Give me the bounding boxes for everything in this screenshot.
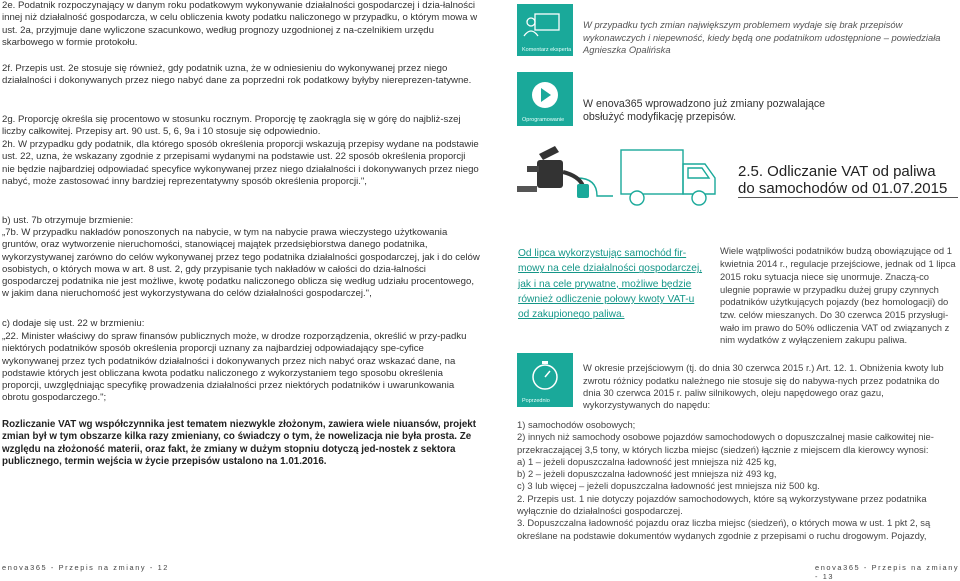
summary-paragraph: Rozliczanie VAT wg współczynnika jest tematem niezwykle złożonym, zawiera wiele niuansów, projekt zmian był w tym obszarze kilka razy zmieniany, co świadczy o tym, że nowelizacja nie była prosta. Ze względu na złożoność materii, oraz fakt, że zmiany w dużym stopniu dotyczą jed-nostek z sektora publicznego, termin wejścia w życie przepisów ustalono na 1.01.2016.: [2, 419, 477, 468]
list-item: 3. Dopuszczalna ładowność pojazdu oraz liczba miejsc (siedzeń), o których mowa w ust. 1 pkt 2, są określane na podstawie dokumentów wydanych zgodnie z przepisami o ruchu drogowym. Pojazdy,: [517, 517, 931, 541]
stopwatch-glyph: [517, 353, 573, 397]
stopwatch-icon-caption: Poprzednio: [522, 397, 550, 404]
footer-left: enova365 - Przepis na zmiany - 12: [2, 563, 170, 572]
list-item: 2. Przepis ust. 1 nie dotyczy pojazdów samochodowych, które są wykorzystywane przez podatnika wyłącznie do działalności gospodarczej.: [517, 492, 927, 517]
paragraph-2h: 2h. W przypadku gdy podatnik, dla którego sposób określenia proporcji wskazują przepisy wydane na podstawie ust. 22, uzna, że wskazany zgodnie z przepisami wydanymi na podstawie ust. 22 sposób określenia proporcji nie będzie najbardziej odpowiadać specyfice wykonywanej przez niego działalności i dokonywanych przez niego nabyć, może zastosować inny bardziej reprezentatywny sposób określenia proporcji.",: [2, 139, 479, 187]
paragraph-2f: 2f. Przepis ust. 2e stosuje się również, gdy podatnik uzna, że w odniesieniu do wykonywanej przez niego działalności i dokonywanych przez niego nabyć dane za poprzedni rok podatkowy byłyby niereprezen-tatywne.: [2, 63, 472, 87]
paragraph-b-heading: b) ust. 7b otrzymuje brzmienie:: [2, 215, 134, 226]
highlight-link[interactable]: Od lipca wykorzystując samochód fir-mowy na cele działalności gospodarczej, jak i na cele prywatne, możliwe będzie również odliczenie połowy kwoty VAT-u od zakupionego paliwa.: [518, 248, 703, 321]
play-glyph: [517, 72, 573, 116]
expert-icon-caption: Komentarz eksperta: [522, 46, 572, 53]
paragraph-b-body: „7b. W przypadku nakładów ponoszonych na nabycie, w tym na nabycie prawa wieczystego użytkowania gruntów, oraz wytworzenie nieruchomości, stanowiącej majątek przedsiębiorstwa danego podatnika, wykorzystywanej zarówno do celów wykonywanej przez tego podatnika działalności gospodarczej, jak i do celów osobistych, o których mowa w art. 8 ust. 2, gdy przypisanie tych nakładów w całości do dzia-łalności gospodarczej podatnika nie jest możliwe, kwotę podatku naliczonego oblicza się według udziału procentowego, w jakim dana nieruchomość jest wykorzystywana do celów działalności gospodarczej.",: [2, 227, 480, 300]
list-item: 2) innych niż samochody osobowe pojazdów samochodowych o dopuszczalnej masie całkowitej nie-przekraczającej 3,5 tony, w których liczba miejsc (siedzeń) łącznie z miejscem dla kierowcy wynosi:: [517, 431, 934, 455]
side-paragraph: Wiele wątpliwości podatników budzą obowiązujące od 1 kwietnia 2014 r., regulacje przejściowe, jednak od 1 lipca 2015 roku sytuacja niece się unormuje. Znaczą-co ulegnie poprawie w przypadku dużej grupy czynnych podatników użytkujących pojazdy (bez homologacji) do tzw. celów mieszanych. Do 30 czerwca 2015 przysługi-wało im prawo do 50% odliczenia VAT od związanych z nim wydatków z wyłączeniem zakupu paliwa.: [720, 245, 956, 346]
stopwatch-icon: [517, 353, 573, 407]
expert-comment-glyph: [517, 4, 573, 44]
paragraph-c-body: „22. Minister właściwy do spraw finansów publicznych może, w drodze rozporządzenia, określić w przy-padku niektórych podatników sposób określenia proporcji uznany za najbardziej odpowiadający spe-cyfice wykonywanej przez tych podatników działalności i dokonywanych przez nich nabyć oraz wskazać dane, na podstawie których jest obliczana kwota podatku naliczonego z wykorzystaniem tego sposobu określenia proporcji, uwzględniając specyfikę prowadzenia działalności przez niektórych podatników i uwarunkowania obrotu gospodarczego.";: [2, 331, 467, 404]
list-item: c) 3 lub więcej – jeżeli dopuszczalna ładowność jest mniejsza niż 500 kg.: [517, 480, 820, 492]
paragraph-2e: 2e. Podatnik rozpoczynający w danym roku podatkowym wykonywanie działalności gospodarczej i dzia-łalności innej niż działalność gospodarcza, w celu obliczenia kwoty podatku naliczonego w przypadku, o którym mowa w ust. 2a, przyjmuje dane wyliczone szacunkowo, według prognozy uzgodnionej z na-czelnikiem urzędu skarbowego w formie protokołu.: [2, 0, 478, 48]
previous-regulation-text: W okresie przejściowym (tj. do dnia 30 czerwca 2015 r.) Art. 12. 1. Obniżenia kwoty lub zwrotu różnicy podatku należnego nie stosuje się do nabywa-nych przez podatnika do dnia 30 czerwca 2015 r. paliw silnikowych, oleju napędowego oraz gazu, wykorzystywanych do napędu:: [583, 362, 944, 411]
paragraph-c-heading: c) dodaje się ust. 22 w brzmieniu:: [2, 318, 145, 329]
play-icon-caption: Oprogramowanie: [522, 116, 565, 123]
play-icon: [517, 72, 573, 126]
software-note: W enova365 wprowadzono już zmiany pozwalające obsłużyć modyfikację przepisów.: [583, 97, 826, 123]
fuel-truck-illustration: [517, 140, 727, 212]
expert-comment-icon: [517, 4, 573, 56]
list-item: b) 2 – jeżeli dopuszczalna ładowność jest mniejsza niż 493 kg,: [517, 468, 777, 480]
section-title: [738, 163, 958, 198]
expert-quote: W przypadku tych zmian największym problemem wydaje się brak przepisów wykonawczych i niepewność, kiedy będą one podatnikom udostępnione – powiedziała Agnieszka Opalińska: [583, 19, 941, 55]
section-title-line2: do samochodów od 01.07.2015: [738, 180, 958, 198]
list-item: 1) samochodów osobowych;: [517, 419, 636, 430]
regulation-list: [517, 419, 958, 542]
section-title-line1: 2.5. Odliczanie VAT od paliwa: [738, 163, 936, 180]
footer-right: enova365 - Przepis na zmiany - 13: [815, 563, 960, 581]
paragraph-2g: 2g. Proporcję określa się procentowo w stosunku rocznym. Proporcję tę zaokrągla się w górę do najbliż-szej liczby całkowitej. Przepisy art. 90 ust. 5, 6, 9a i 10 stosuje się odpowiednio.: [2, 114, 461, 138]
list-item: a) 1 – jeżeli dopuszczalna ładowność jest mniejsza niż 425 kg,: [517, 455, 777, 467]
